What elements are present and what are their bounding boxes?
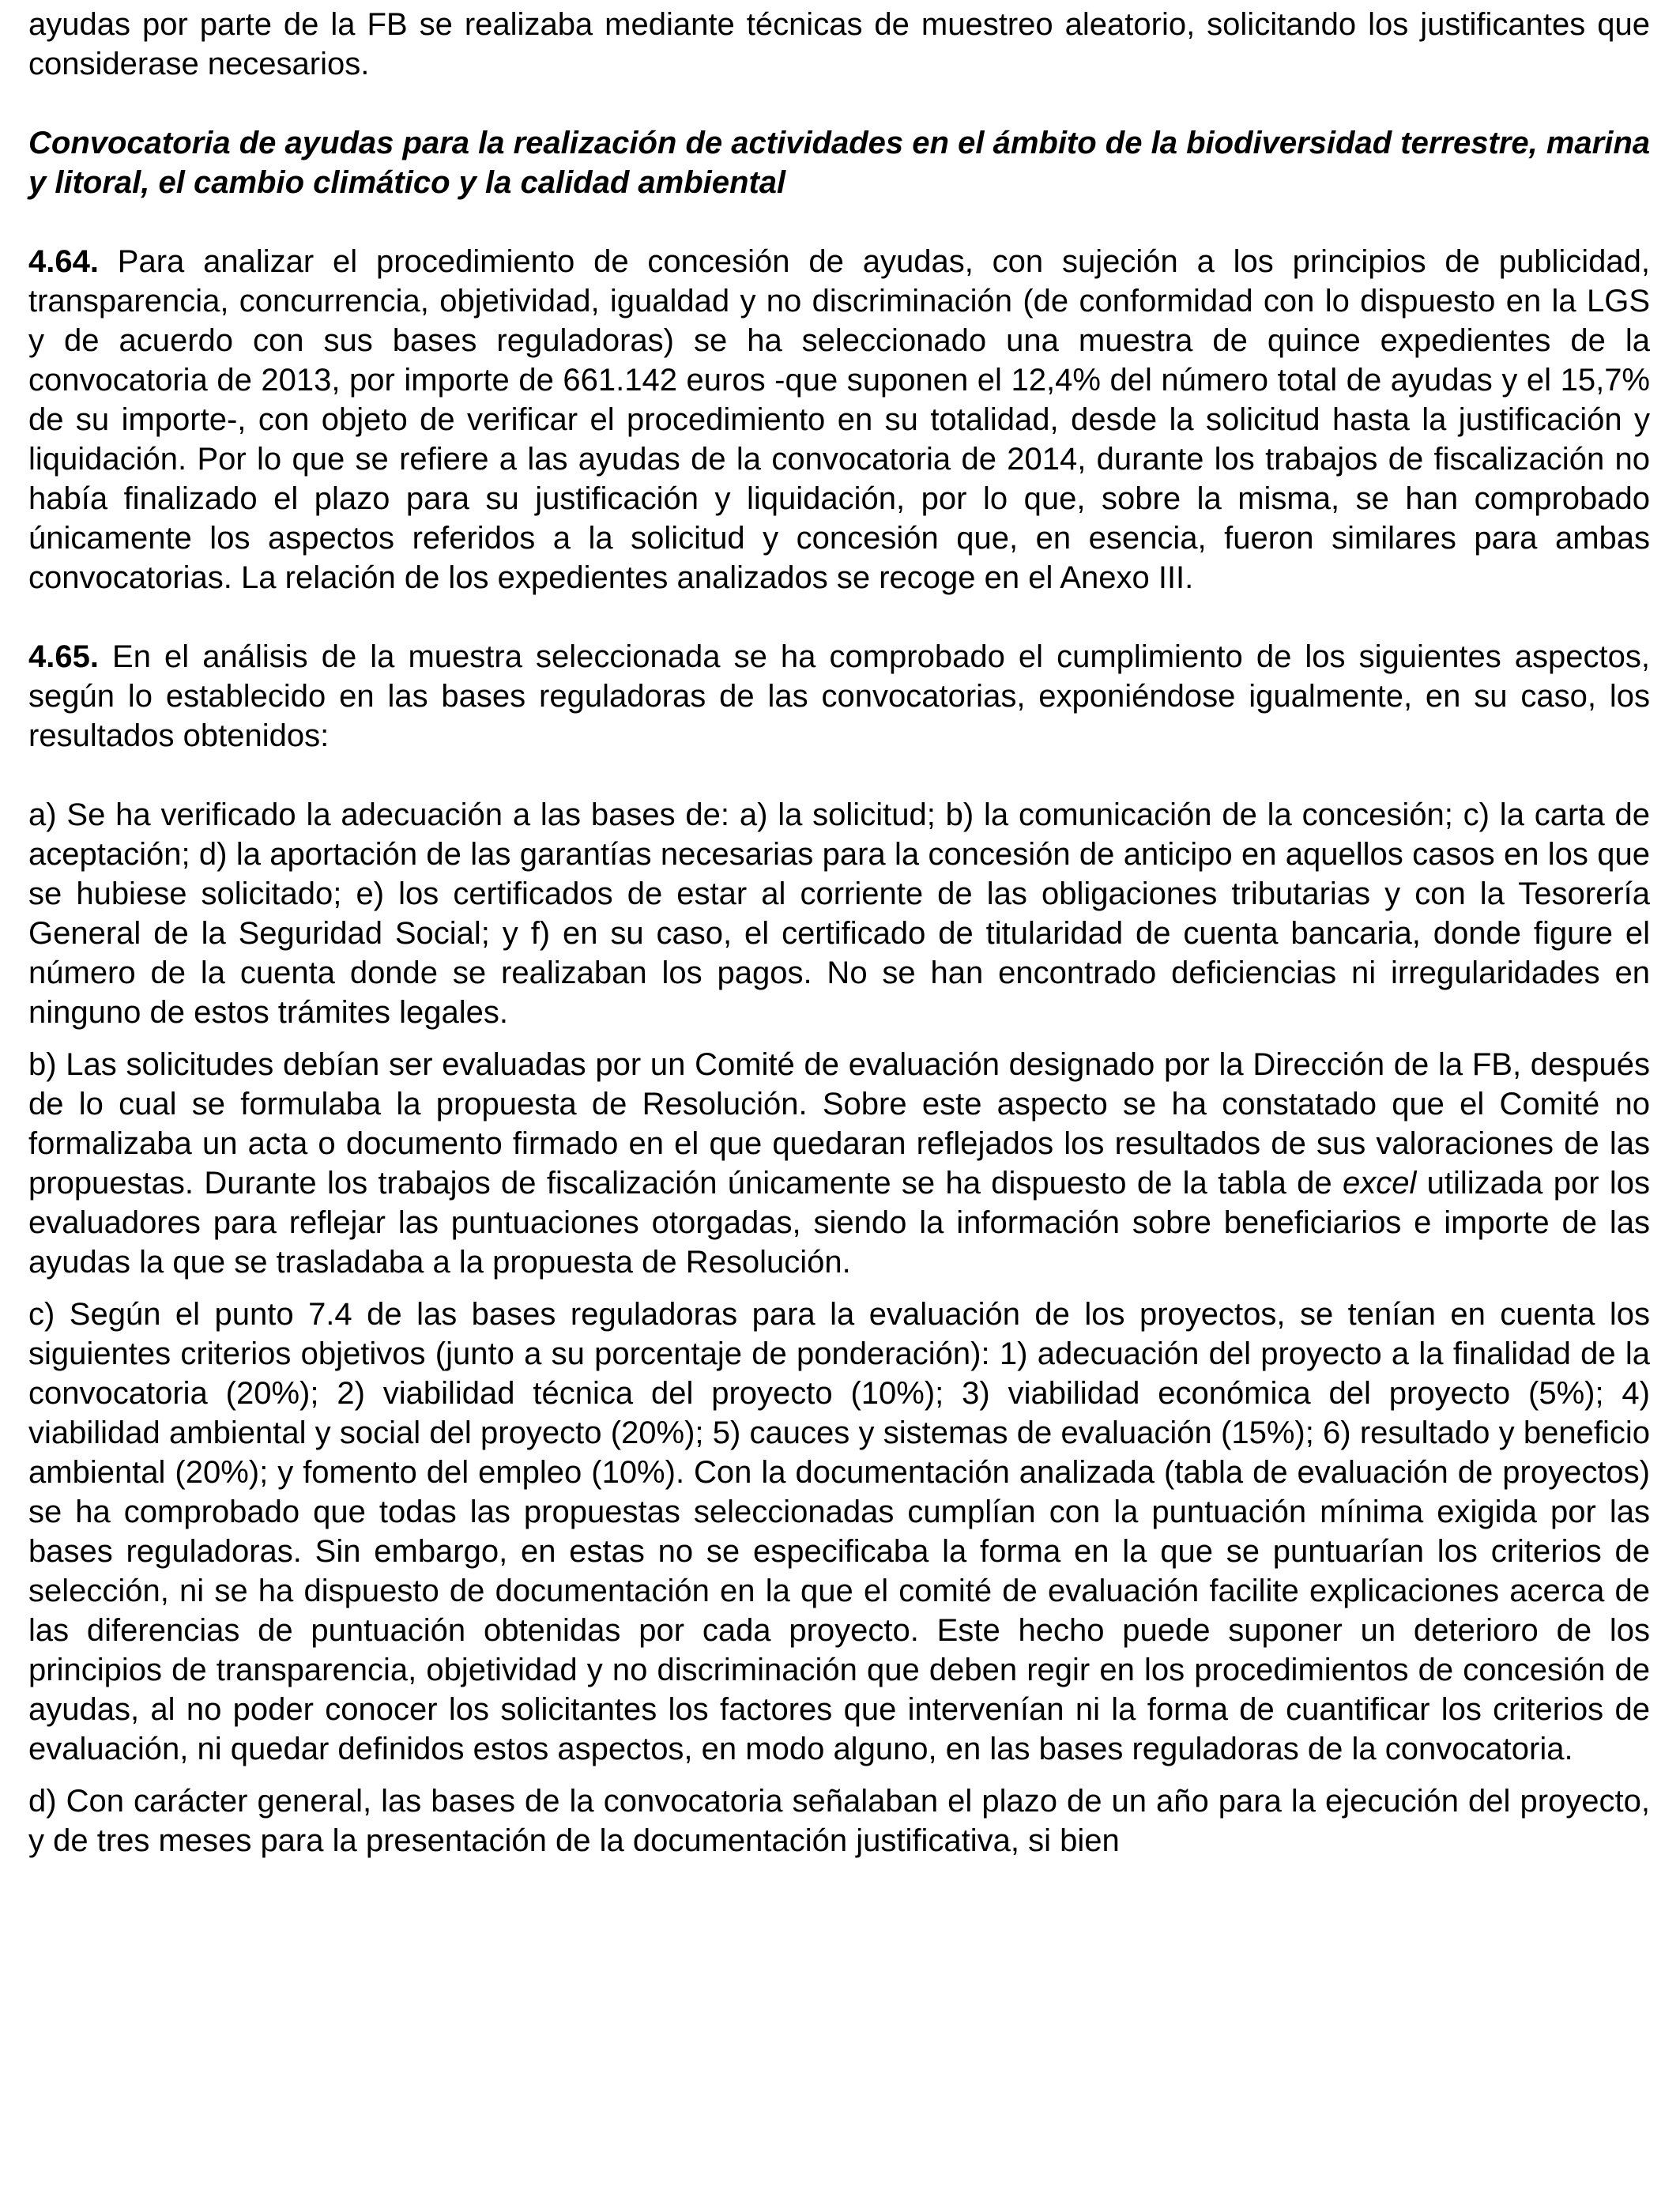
paragraph-4-64 bbox=[28, 242, 1650, 598]
item-b-text: b) Las solicitudes debían ser evaluadas por un Comité de evaluación designado por la Dirección de la FB, después de lo cual se formulaba la propuesta de Resolución. Sobre este aspecto se ha constatado que el Comité no formalizaba un acta o documento firmado en el que quedaran reflejados los resultados de sus valoraciones de las propuestas. Durante los trabajos de fiscalización únicamente se ha dispuesto de la tabla de bbox=[28, 1047, 1650, 1201]
document-page bbox=[28, 0, 1650, 1860]
item-b bbox=[28, 1045, 1650, 1282]
item-c: c) Según el punto 7.4 de las bases reguladoras para la evaluación de los proyectos, se tenían en cuenta los siguientes criterios objetivos (junto a su porcentaje de ponderación): 1) adecuación del proyecto a la finalidad de la convocatoria (20%); 2) viabilidad técnica del proyecto (10%); 3) viabilidad económica del proyecto (5%); 4) viabilidad ambiental y social del proyecto (20%); 5) cauces y sistemas de evaluación (15%); 6) resultado y beneficio ambiental (20%); y fomento del empleo (10%). Con la documentación analizada (tabla de evaluación de proyectos) se ha comprobado que todas las propuestas seleccionadas cumplían con la puntuación mínima exigida por las bases reguladoras. Sin embargo, en estas no se especificaba la forma en la que se puntuarían los criterios de selección, ni se ha dispuesto de documentación en la que el comité de evaluación facilite explicaciones acerca de las diferencias de puntuación obtenidas por cada proyecto. Este hecho puede suponer un deterioro de los principios de transparencia, objetividad y no discriminación que deben regir en los procedimientos de concesión de ayudas, al no poder conocer los solicitantes los factores que intervenían ni la forma de cuantificar los criterios de evaluación, ni quedar definidos estos aspectos, en modo alguno, en las bases reguladoras de la convocatoria. bbox=[28, 1297, 1650, 1766]
intro-paragraph: ayudas por parte de la FB se realizaba mediante técnicas de muestreo aleatorio, solicitando los justificantes que considerase necesarios. bbox=[28, 7, 1650, 81]
paragraph-number: 4.64. bbox=[28, 244, 99, 279]
paragraph-number: 4.65. bbox=[28, 639, 99, 674]
section-heading: Convocatoria de ayudas para la realización de actividades en el ámbito de la biodiversidad terrestre, marina y litoral, el cambio climático y la calidad ambiental bbox=[28, 126, 1650, 200]
item-b-italic: excel bbox=[1342, 1166, 1417, 1201]
paragraph-text: En el análisis de la muestra seleccionada se ha comprobado el cumplimiento de los siguientes aspectos, según lo establecido en las bases reguladoras de las convocatorias, exponiéndose igualmente, en su caso, los resultados obtenidos: bbox=[28, 639, 1650, 753]
item-a: a) Se ha verificado la adecuación a las bases de: a) la solicitud; b) la comunicación de la concesión; c) la carta de aceptación; d) la aportación de las garantías necesarias para la concesión de anticipo en aquellos casos en los que se hubiese solicitado; e) los certificados de estar al corriente de las obligaciones tributarias y con la Tesorería General de la Seguridad Social; y f) en su caso, el certificado de titularidad de cuenta bancaria, donde figure el número de la cuenta donde se realizaban los pagos. No se han encontrado deficiencias ni irregularidades en ninguno de estos trámites legales. bbox=[28, 797, 1650, 1030]
item-b-text-end: utilizada por los evaluadores para reflejar las puntuaciones otorgadas, siendo la información sobre beneficiarios e importe de las ayudas la que se trasladaba a la propuesta de Resolución. bbox=[28, 1166, 1650, 1280]
paragraph-4-65 bbox=[28, 637, 1650, 756]
paragraph-text: Para analizar el procedimiento de concesión de ayudas, con sujeción a los principios de publicidad, transparencia, concurrencia, objetividad, igualdad y no discriminación (de conformidad con lo dispuesto en la LGS y de acuerdo con sus bases reguladoras) se ha seleccionado una muestra de quince expedientes de la convocatoria de 2013, por importe de 661.142 euros -que suponen el 12,4% del número total de ayudas y el 15,7% de su importe-, con objeto de verificar el procedimiento en su totalidad, desde la solicitud hasta la justificación y liquidación. Por lo que se refiere a las ayudas de la convocatoria de 2014, durante los trabajos de fiscalización no había finalizado el plazo para su justificación y liquidación, por lo que, sobre la misma, se han comprobado únicamente los aspectos referidos a la solicitud y concesión que, en esencia, fueron similares para ambas convocatorias. La relación de los expedientes analizados se recoge en el Anexo III. bbox=[28, 244, 1650, 595]
item-d: d) Con carácter general, las bases de la convocatoria señalaban el plazo de un año para la ejecución del proyecto, y de tres meses para la presentación de la documentación justificativa, si bien bbox=[28, 1784, 1650, 1858]
